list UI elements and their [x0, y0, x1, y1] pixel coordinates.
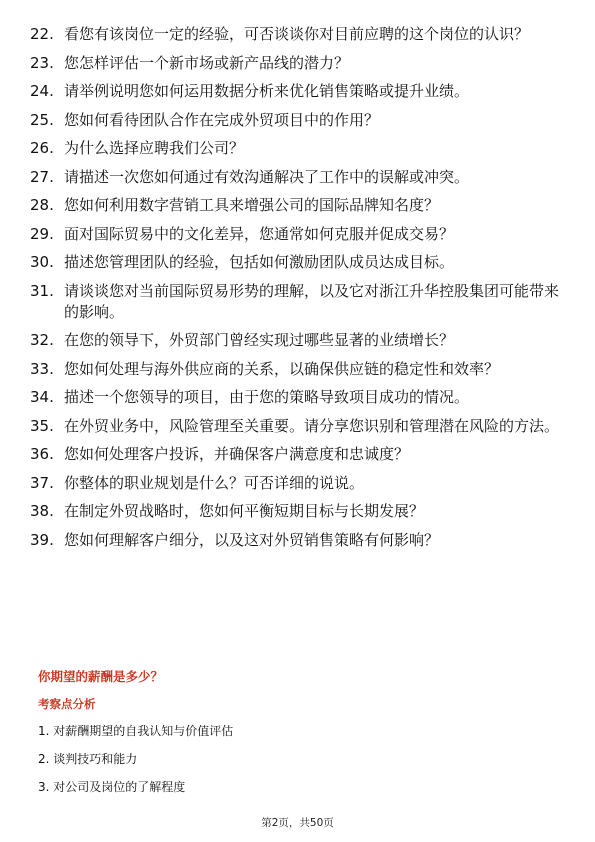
analysis-subtitle: 考察点分析 — [38, 697, 96, 711]
question-text: 在制定外贸战略时，您如何平衡短期目标与长期发展？ — [64, 502, 425, 520]
question-text: 请描述一次您如何通过有效沟通解决了工作中的误解或冲突。 — [64, 167, 470, 186]
question-item — [30, 224, 560, 245]
analysis-points — [38, 723, 233, 807]
question-text: 您如何处理客户投诉，并确保客户满意度和忠诚度？ — [64, 445, 410, 463]
question-number: 23. — [30, 53, 54, 72]
question-item — [30, 387, 560, 408]
question-text: 请举例说明您如何运用数据分析来优化销售策略或提升业绩。 — [64, 82, 470, 100]
question-list — [30, 24, 560, 558]
question-item — [30, 138, 560, 159]
analysis-point: 3. 对公司及岗位的了解程度 — [38, 780, 186, 794]
question-item — [30, 444, 560, 465]
question-text: 为什么选择应聘我们公司？ — [64, 139, 245, 157]
question-text: 您如何处理与海外供应商的关系，以确保供应链的稳定性和效率？ — [64, 359, 500, 378]
question-item — [30, 359, 560, 380]
question-item — [30, 81, 560, 102]
question-item — [30, 110, 560, 131]
question-text: 面对国际贸易中的文化差异，您通常如何克服并促成交易？ — [64, 224, 455, 243]
question-item — [30, 53, 560, 74]
question-number: 29. — [30, 224, 54, 243]
question-text: 在您的领导下，外贸部门曾经实现过哪些显著的业绩增长？ — [64, 331, 455, 349]
question-item — [30, 281, 560, 323]
question-number: 24. — [30, 82, 54, 100]
question-item — [30, 252, 560, 273]
question-number: 38. — [30, 502, 54, 520]
question-item — [30, 416, 560, 437]
question-item — [30, 530, 560, 551]
question-text: 您如何理解客户细分，以及这对外贸销售策略有何影响？ — [64, 530, 440, 549]
question-number: 31. — [30, 281, 54, 300]
question-item — [30, 195, 560, 216]
question-text: 描述一个您领导的项目，由于您的策略导致项目成功的情况。 — [64, 388, 470, 406]
question-text: 你整体的职业规划是什么？可否详细的说说。 — [64, 473, 365, 492]
question-number: 33. — [30, 359, 54, 378]
question-text: 在外贸业务中，风险管理至关重要。请分享您识别和管理潜在风险的方法。 — [64, 416, 560, 435]
question-text: 您如何利用数字营销工具来增强公司的国际品牌知名度？ — [64, 196, 440, 214]
question-number: 25. — [30, 110, 54, 129]
question-number: 26. — [30, 139, 54, 157]
question-number: 37. — [30, 473, 54, 492]
question-number: 39. — [30, 530, 54, 549]
question-number: 22. — [30, 25, 54, 43]
question-number: 34. — [30, 388, 54, 406]
question-item — [30, 501, 560, 522]
question-number: 30. — [30, 253, 54, 271]
analysis-point: 2. 谈判技巧和能力 — [38, 752, 138, 766]
question-number: 35. — [30, 416, 54, 435]
question-text: 描述您管理团队的经验，包括如何激励团队成员达成目标。 — [64, 253, 455, 271]
question-text: 请谈谈您对当前国际贸易形势的理解，以及它对浙江升华控股集团可能带来的影响。 — [64, 281, 560, 321]
page-footer: 第2页，共50页 — [261, 817, 334, 829]
section-title: 你期望的薪酬是多少？ — [38, 669, 164, 684]
question-text: 您怎样评估一个新市场或新产品线的潜力？ — [64, 53, 350, 72]
question-number: 28. — [30, 196, 54, 214]
question-text: 您如何看待团队合作在完成外贸项目中的作用？ — [64, 110, 380, 129]
question-number: 32. — [30, 331, 54, 349]
question-number: 27. — [30, 167, 54, 186]
analysis-point: 1. 对薪酬期望的自我认知与价值评估 — [38, 724, 234, 738]
question-item — [30, 24, 560, 45]
question-item — [30, 473, 560, 494]
question-text: 看您有该岗位一定的经验，可否谈谈你对目前应聘的这个岗位的认识？ — [64, 25, 530, 43]
question-item — [30, 167, 560, 188]
question-number: 36. — [30, 445, 54, 463]
question-item — [30, 330, 560, 351]
